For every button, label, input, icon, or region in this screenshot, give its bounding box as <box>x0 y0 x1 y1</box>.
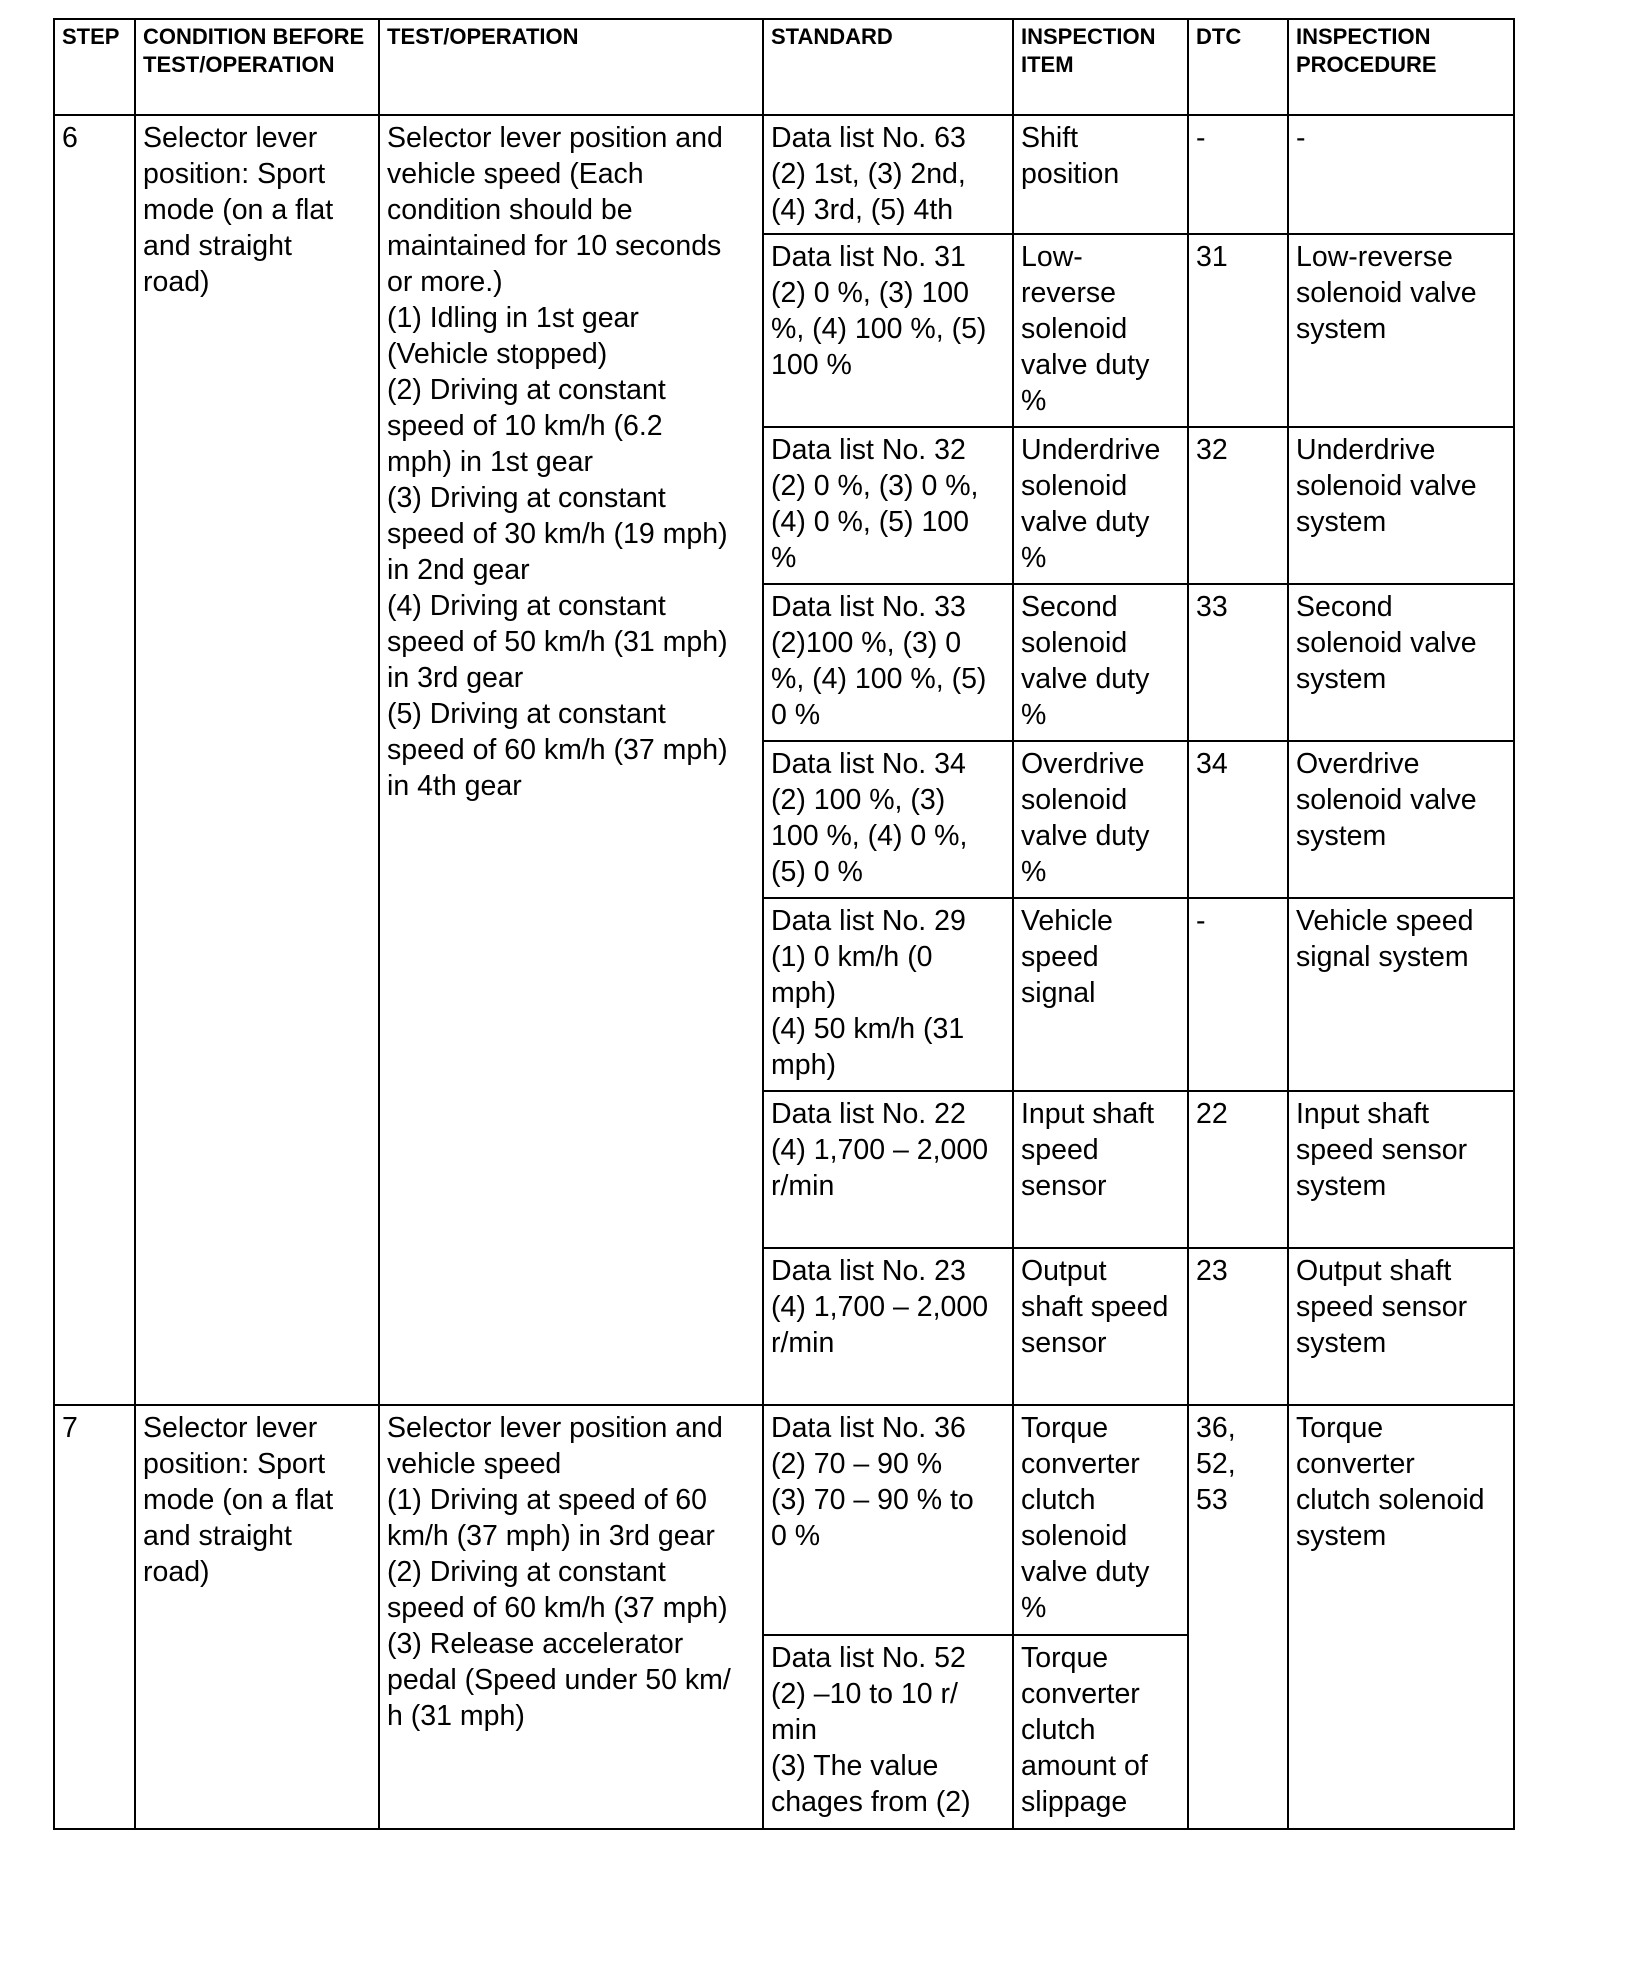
header-condition: CONDITION BEFORE TEST/OPERATION <box>135 19 379 115</box>
standard-cell: Data list No. 32 (2) 0 %, (3) 0 %, (4) 0 %, (5) 100 % <box>763 427 1013 584</box>
standard-cell: Data list No. 31 (2) 0 %, (3) 100 %, (4) 100 %, (5) 100 % <box>763 234 1013 427</box>
standard-cell: Data list No. 23 (4) 1,700 – 2,000 r/min <box>763 1248 1013 1405</box>
header-row <box>54 19 1514 115</box>
step-number: 6 <box>54 115 135 1405</box>
procedure-cell: Low-reverse solenoid valve system <box>1288 234 1514 427</box>
procedure-cell: Vehicle speed signal system <box>1288 898 1514 1091</box>
inspection-item-cell: Torque converter clutch solenoid valve duty % <box>1013 1405 1188 1635</box>
dtc-cell: 31 <box>1188 234 1288 427</box>
condition-cell: Selector lever position: Sport mode (on a flat and straight road) <box>135 115 379 1405</box>
dtc-cell: 22 <box>1188 1091 1288 1248</box>
inspection-item-cell: Output shaft speed sensor <box>1013 1248 1188 1405</box>
standard-cell: Data list No. 63 (2) 1st, (3) 2nd, (4) 3rd, (5) 4th <box>763 115 1013 234</box>
step-number: 7 <box>54 1405 135 1829</box>
procedure-cell: Output shaft speed sensor system <box>1288 1248 1514 1405</box>
standard-cell: Data list No. 52 (2) –10 to 10 r/ min (3) The value chages from (2) <box>763 1635 1013 1829</box>
header-inspection-procedure: INSPECTION PROCEDURE <box>1288 19 1514 115</box>
header-test-operation: TEST/OPERATION <box>379 19 763 115</box>
test-operation-cell: Selector lever position and vehicle speed (1) Driving at speed of 60 km/h (37 mph) in 3rd gear (2) Driving at constant speed of 60 km/h (37 mph) (3) Release accelerator pedal (Speed under 50 km/ h (31 mph) <box>379 1405 763 1829</box>
procedure-cell: Underdrive solenoid valve system <box>1288 427 1514 584</box>
table-row <box>54 1405 1514 1635</box>
dtc-cell: 36, 52, 53 <box>1188 1405 1288 1829</box>
dtc-cell: - <box>1188 115 1288 234</box>
dtc-cell: 34 <box>1188 741 1288 898</box>
inspection-item-cell: Vehicle speed signal <box>1013 898 1188 1091</box>
inspection-item-cell: Overdrive solenoid valve duty % <box>1013 741 1188 898</box>
dtc-cell: 23 <box>1188 1248 1288 1405</box>
dtc-cell: - <box>1188 898 1288 1091</box>
header-standard: STANDARD <box>763 19 1013 115</box>
test-operation-cell: Selector lever position and vehicle speed (Each condition should be maintained for 10 seconds or more.) (1) Idling in 1st gear (Vehicle stopped) (2) Driving at constant speed of 10 km/h (6.2 mph) in 1st gear (3) Driving at constant speed of 30 km/h (19 mph) in 2nd gear (4) Driving at constant speed of 50 km/h (31 mph) in 3rd gear (5) Driving at constant speed of 60 km/h (37 mph) in 4th gear <box>379 115 763 1405</box>
inspection-item-cell: Underdrive solenoid valve duty % <box>1013 427 1188 584</box>
standard-cell: Data list No. 36 (2) 70 – 90 % (3) 70 – 90 % to 0 % <box>763 1405 1013 1635</box>
dtc-cell: 33 <box>1188 584 1288 741</box>
standard-cell: Data list No. 22 (4) 1,700 – 2,000 r/min <box>763 1091 1013 1248</box>
inspection-item-cell: Torque converter clutch amount of slippage <box>1013 1635 1188 1829</box>
inspection-item-cell: Second solenoid valve duty % <box>1013 584 1188 741</box>
procedure-cell: Torque converter clutch solenoid system <box>1288 1405 1514 1829</box>
table-row <box>54 115 1514 234</box>
procedure-cell: Second solenoid valve system <box>1288 584 1514 741</box>
header-step: STEP <box>54 19 135 115</box>
inspection-item-cell: Input shaft speed sensor <box>1013 1091 1188 1248</box>
inspection-item-cell: Low- reverse solenoid valve duty % <box>1013 234 1188 427</box>
procedure-cell: - <box>1288 115 1514 234</box>
dtc-cell: 32 <box>1188 427 1288 584</box>
standard-cell: Data list No. 29 (1) 0 km/h (0 mph) (4) 50 km/h (31 mph) <box>763 898 1013 1091</box>
header-dtc: DTC <box>1188 19 1288 115</box>
procedure-cell: Overdrive solenoid valve system <box>1288 741 1514 898</box>
header-inspection-item: INSPECTION ITEM <box>1013 19 1188 115</box>
standard-cell: Data list No. 34 (2) 100 %, (3) 100 %, (4) 0 %, (5) 0 % <box>763 741 1013 898</box>
standard-cell: Data list No. 33 (2)100 %, (3) 0 %, (4) 100 %, (5) 0 % <box>763 584 1013 741</box>
condition-cell: Selector lever position: Sport mode (on a flat and straight road) <box>135 1405 379 1829</box>
inspection-item-cell: Shift position <box>1013 115 1188 234</box>
inspection-table <box>53 18 1515 1830</box>
procedure-cell: Input shaft speed sensor system <box>1288 1091 1514 1248</box>
